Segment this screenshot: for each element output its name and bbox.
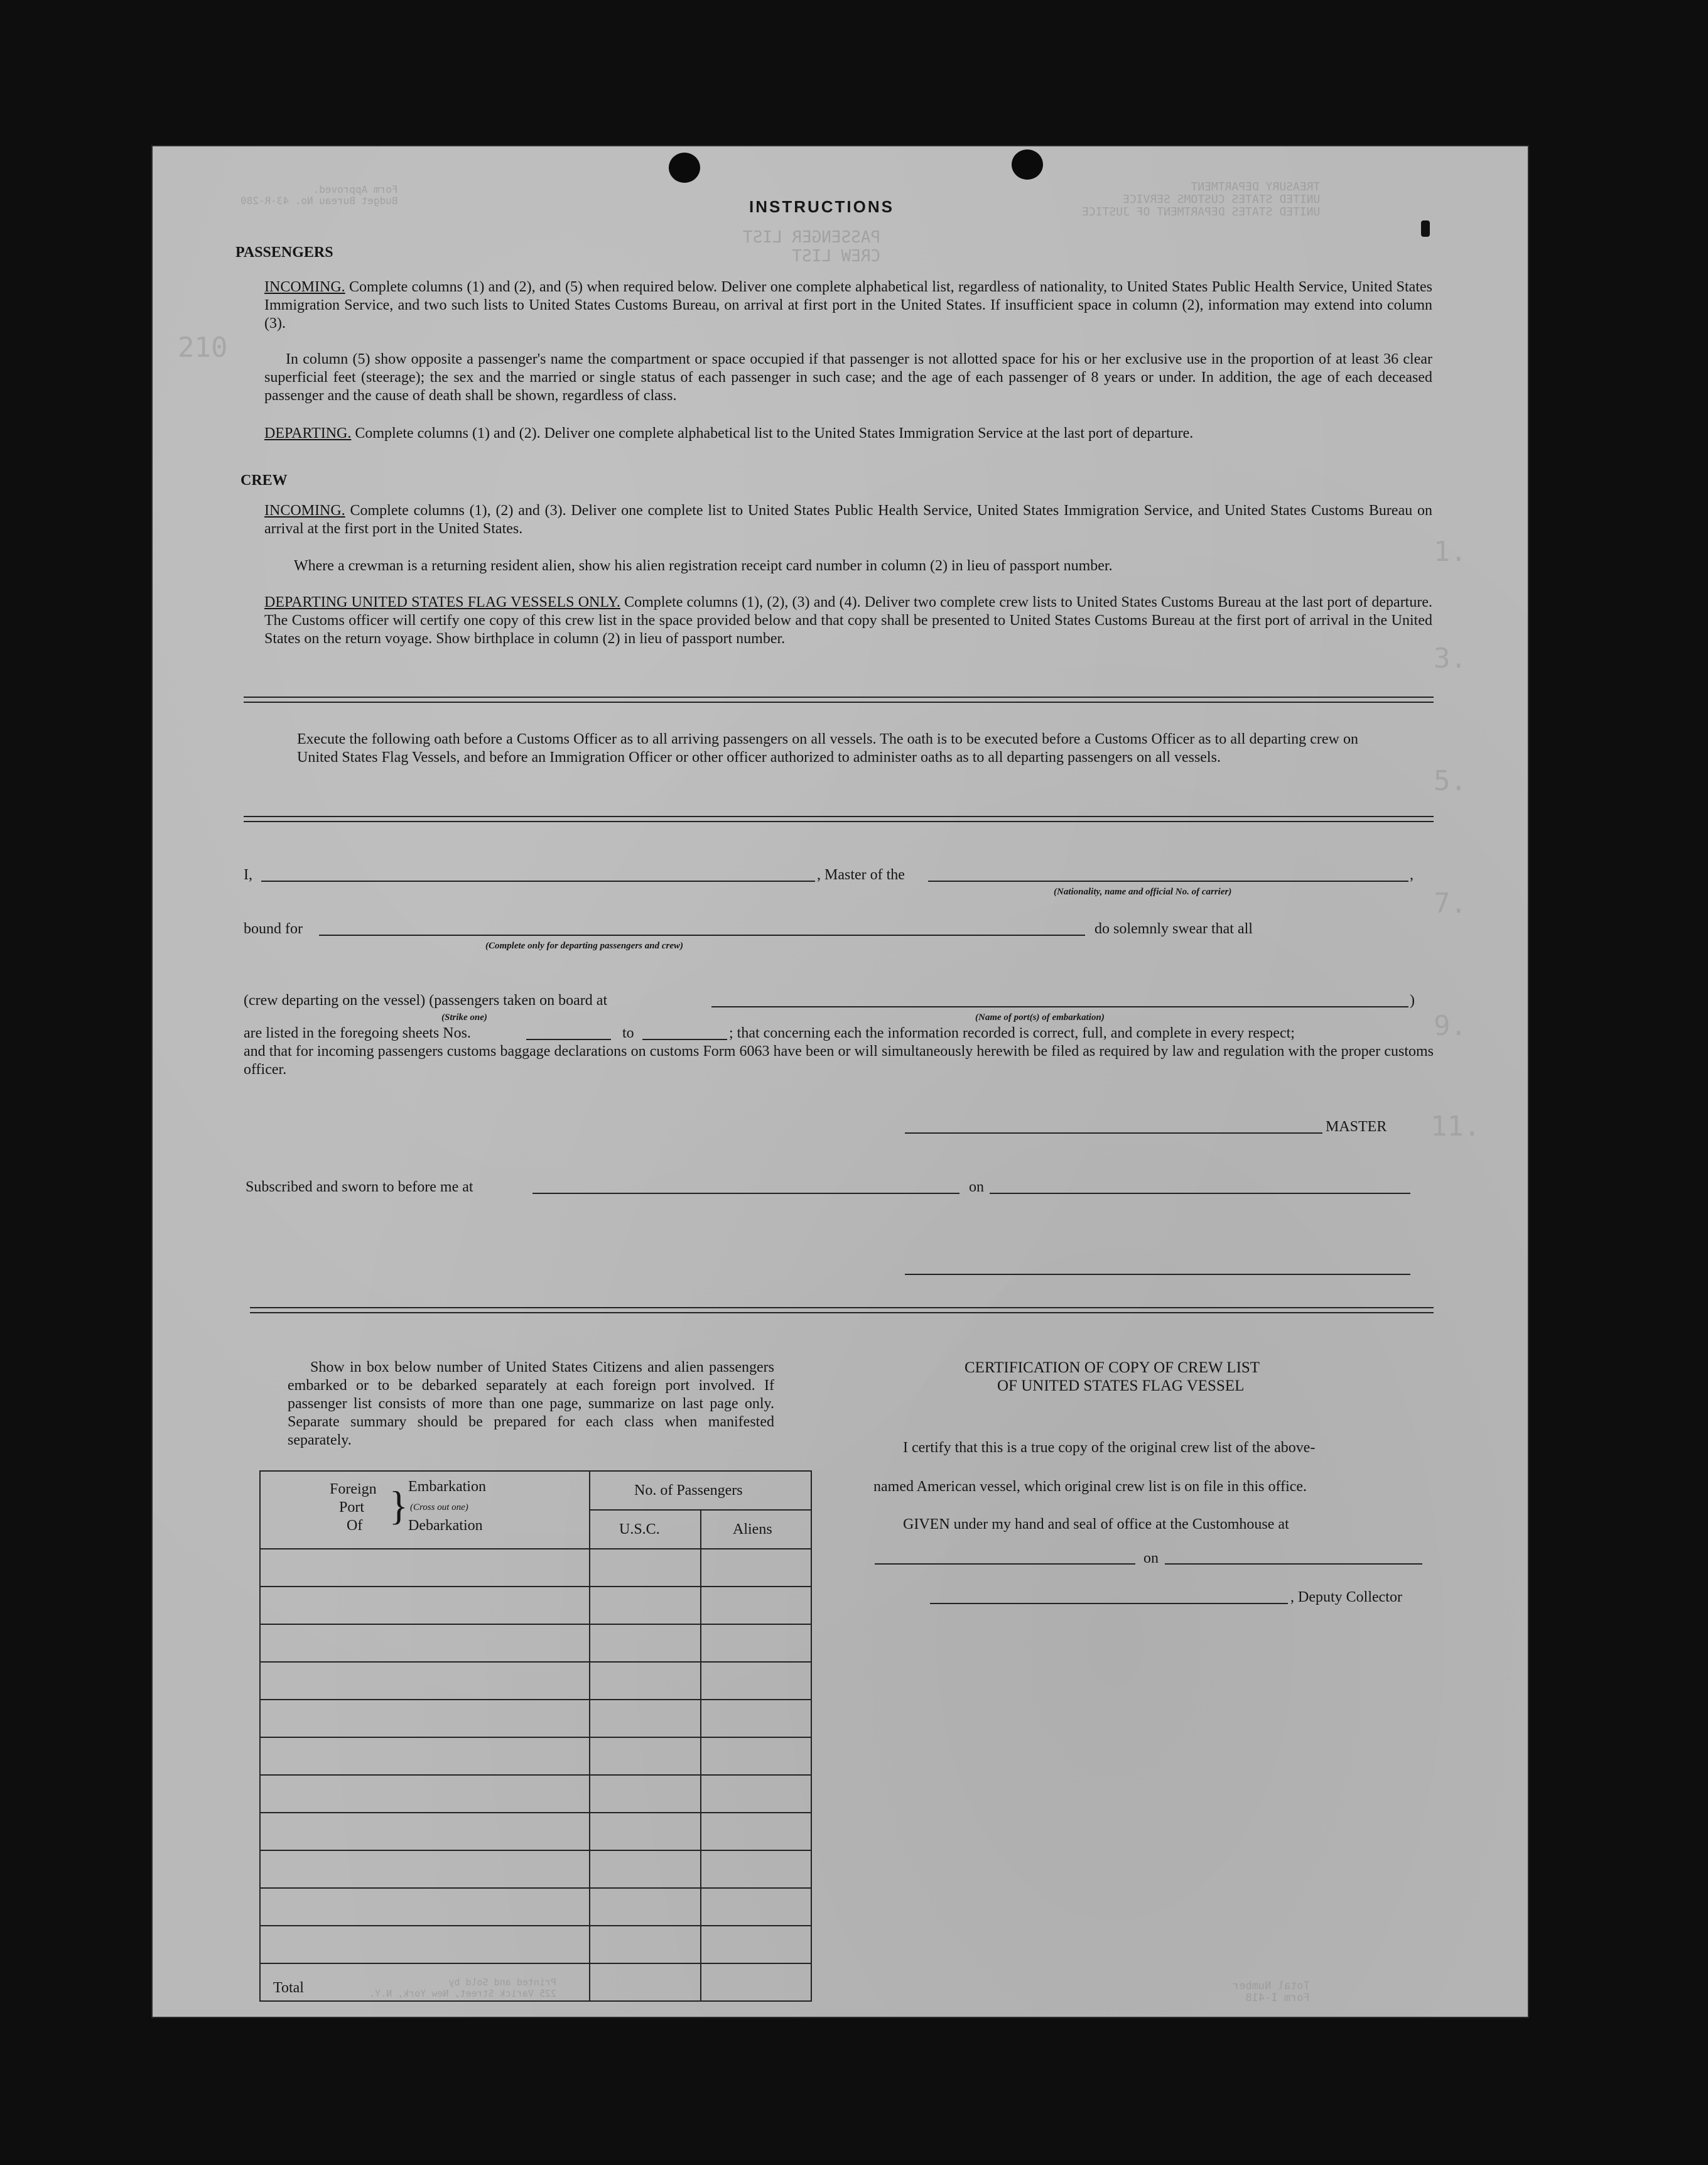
page-title: INSTRUCTIONS [749,197,894,216]
summary-row [260,1549,811,1587]
aliens-cell[interactable] [701,1549,811,1587]
aliens-cell[interactable] [701,1813,811,1850]
total-usc-cell[interactable] [590,1963,701,2001]
port-cell[interactable] [260,1587,590,1624]
bleed-through-row-1: 1. [1434,536,1467,568]
usc-label: U.S.C. [619,1521,660,1538]
oath-i-label: I, [244,867,252,883]
master-label: MASTER [1326,1119,1387,1135]
bleed-through-total: Total Number Form I-418 [1233,1980,1310,2004]
summary-row [260,1737,811,1775]
passengers-column5-paragraph: In column (5) show opposite a passenger's name the compartment or space occupied if that passenger is not allotted space for his or her exclusive use in the proportion of at least 36 clear superficial feet (steerage); the sex and the married or single status of each passenger in such case; and the age of each passenger of 8 years or under. In addition, the age of each deceased passenger and the cause of death shall be shown, regardless of class. [264,351,1432,404]
certification-title-2: OF UNITED STATES FLAG VESSEL [997,1377,1245,1394]
usc-cell[interactable] [590,1775,701,1813]
oath-baggage-paragraph: and that for incoming passengers customs baggage declarations on customs Form 6063 have been or will simultaneously herewith be filed as required by law and regulation with the proper customs officer. [244,1043,1434,1078]
passengers-heading: PASSENGERS [235,244,333,261]
passengers-departing-text: Complete columns (1) and (2). Deliver one complete alphabetical list to the United States Immigration Service at the last port of departure. [355,425,1194,442]
aliens-subheader [701,1511,811,1548]
passengers-incoming-text: Complete columns (1) and (2), and (5) when required below. Deliver one complete alphabetical list, regardless of nationality, to United States Public Health Service, United States Immigration Service, and two such lists to United States Customs Bureau, on arrival at first port in the United States. If insufficient space in column (2), information may extend into column (3). [264,279,1432,332]
bleed-through-header: TREASURY DEPARTMENT UNITED STATES CUSTOMS SERVICE UNITED STATES DEPARTMENT OF JUSTICE [1082,180,1321,219]
crew-flag-paragraph [264,594,1432,648]
oath-close-paren: ) [1410,992,1415,1009]
oath-bound-for: bound for [244,921,303,937]
separator-double-2 [244,816,1434,822]
punch-hole-left [669,153,700,183]
crew-incoming-paragraph [264,502,1432,538]
certification-line-2: named American vessel, which original crew list is on file in this office. [873,1479,1307,1495]
crew-incoming-label: INCOMING. [264,502,345,519]
total-aliens-cell[interactable] [701,1963,811,2001]
passengers-subheader [590,1511,811,1548]
brace: } [389,1484,408,1529]
crew-incoming-text: Complete columns (1), (2) and (3). Deliver one complete list to United States Public Health Service, United States Immigration Service, and United States Customs Bureau on arrival at the first port in the United States. [264,502,1433,537]
separator-double-1 [244,697,1434,703]
port-cell[interactable] [260,1737,590,1775]
passengers-departing-label: DEPARTING. [264,425,352,442]
aliens-cell[interactable] [701,1624,811,1662]
usc-cell[interactable] [590,1587,701,1624]
oath-to: to [622,1025,634,1041]
usc-cell[interactable] [590,1662,701,1700]
crew-heading: CREW [241,472,288,489]
ink-mark [1421,220,1430,237]
summary-row [260,1926,811,1963]
port-cell[interactable] [260,1549,590,1587]
crew-flag-label: DEPARTING UNITED STATES FLAG VESSELS ONLY. [264,594,620,610]
bleed-through-row-11: 11. [1430,1110,1481,1142]
nationality-caption: (Nationality, name and official No. of carrier) [1054,887,1232,897]
customhouse-field[interactable] [875,1563,1135,1565]
aliens-cell[interactable] [701,1737,811,1775]
ports-caption: (Name of port(s) of embarkation) [975,1012,1105,1023]
port-cell[interactable] [260,1926,590,1963]
usc-cell[interactable] [590,1737,701,1775]
officer-signature-field[interactable] [905,1274,1410,1275]
summary-row [260,1662,811,1700]
summary-row [260,1700,811,1737]
passengers-header-top [590,1472,811,1511]
port-cell[interactable] [260,1813,590,1850]
usc-cell[interactable] [590,1813,701,1850]
crew-flag-text: Complete columns (1), (2), (3) and (4). Deliver two complete crew lists to United States Customs Bureau at the last port of departure. The Customs officer will certify one copy of this crew list in the space provided below and that copy shall be presented to United States Customs Bureau at the first port of arrival in the United States on the return voyage. Show birthplace in column (2) in lieu of passport number. [264,594,1432,647]
certification-on: on [1143,1550,1159,1566]
passengers-incoming-paragraph [264,278,1432,333]
summary-header-row [260,1471,811,1549]
port-cell[interactable] [260,1624,590,1662]
deputy-collector-label: , Deputy Collector [1290,1589,1402,1605]
embarkation-label: Embarkation [408,1479,486,1495]
summary-row [260,1850,811,1888]
sworn-date-field[interactable] [990,1193,1410,1194]
oath-on: on [969,1179,984,1195]
summary-row [260,1813,811,1850]
passengers-incoming-label: INCOMING. [264,279,345,295]
aliens-cell[interactable] [701,1926,811,1963]
form-sheet [153,146,1528,2017]
port-cell[interactable] [260,1888,590,1926]
port-cell[interactable] [260,1775,590,1813]
usc-cell[interactable] [590,1624,701,1662]
bleed-through-row-5: 5. [1434,765,1467,797]
aliens-cell[interactable] [701,1662,811,1700]
crew-resident-paragraph: Where a crewman is a returning resident alien, show his alien registration receipt card number in column (2) in lieu of passport number. [294,558,1113,574]
aliens-cell[interactable] [701,1850,811,1888]
certification-line-1: I certify that this is a true copy of the original crew list of the above- [903,1440,1316,1456]
oath-master-of: , Master of the [817,867,905,883]
oath-intro-paragraph: Execute the following oath before a Customs Officer as to all arriving passengers on all vessels. The oath is to be executed before a Customs Officer as to all departing crew on United States Flag Vessels, and before an Immigration Officer or other officer authorized to administer oaths as to all departing passengers on all vessels. [297,731,1358,766]
oath-crew-passengers: (crew departing on the vessel) (passengers taken on board at [244,992,608,1009]
aliens-cell[interactable] [701,1888,811,1926]
usc-cell[interactable] [590,1549,701,1587]
foreign-label: Foreign [330,1481,377,1497]
bleed-through-list-title: PASSENGER LIST CREW LIST [743,228,881,266]
passengers-departing-paragraph [264,425,1432,443]
carrier-field[interactable] [928,881,1408,882]
port-cell[interactable] [260,1700,590,1737]
complete-only-caption: (Complete only for departing passengers and crew) [485,941,683,951]
bleed-through-row-9: 9. [1434,1010,1467,1042]
strike-one-caption: (Strike one) [441,1012,487,1023]
port-header-cell [260,1471,590,1549]
bleed-through-row-7: 7. [1434,887,1467,920]
port-cell[interactable] [260,1850,590,1888]
sworn-location-field[interactable] [532,1193,959,1194]
bleed-through-number: 210 [178,332,228,364]
summary-row [260,1888,811,1926]
sheet-from-field[interactable] [526,1039,611,1040]
aliens-cell[interactable] [701,1775,811,1813]
oath-comma: , [1410,867,1413,883]
separator-double-3 [250,1307,1434,1313]
certification-line-3: GIVEN under my hand and seal of office at the Customhouse at [903,1516,1289,1533]
passenger-summary-table [259,1470,812,2002]
punch-hole-right [1012,149,1043,180]
debarkation-label: Debarkation [408,1517,483,1534]
sheet-to-field[interactable] [642,1039,727,1040]
certification-date-field[interactable] [1165,1563,1422,1565]
bleed-through-approval: Form Approved. Budget Bureau No. 43-R-280 [241,183,398,207]
total-label: Total [273,1980,304,1996]
deputy-collector-signature-field[interactable] [930,1603,1288,1604]
usc-cell[interactable] [590,1888,701,1926]
summary-instructions: Show in box below number of United States Citizens and alien passengers embarked or to be debarked separately at each foreign port involved. If passenger list consists of more than one page, summarize on last page only. Separate summary should be prepared for each class when manifested separately. [288,1359,774,1448]
usc-cell[interactable] [590,1926,701,1963]
master-signature-field[interactable] [905,1132,1322,1134]
summary-row [260,1587,811,1624]
usc-cell[interactable] [590,1850,701,1888]
embarkation-ports-field[interactable] [711,1006,1408,1007]
certification-title-1: CERTIFICATION OF COPY OF CREW LIST [965,1359,1260,1376]
oath-listed-in: are listed in the foregoing sheets Nos. [244,1025,471,1041]
port-cell[interactable] [260,1662,590,1700]
port-label: Port [339,1499,365,1516]
aliens-cell[interactable] [701,1587,811,1624]
oath-subscribed: Subscribed and sworn to before me at [246,1179,473,1195]
bleed-through-printer: Printed and Sold by 225 Varick Street, New York, N.Y. [369,1977,557,1999]
summary-row [260,1624,811,1662]
oath-listed-rest: ; that concerning each the information recorded is correct, full, and complete in every respect; [729,1025,1295,1041]
summary-row [260,1775,811,1813]
master-name-field[interactable] [261,881,815,882]
usc-subheader [590,1511,701,1548]
destination-field[interactable] [319,935,1085,936]
bleed-through-row-3: 3. [1434,643,1467,675]
aliens-label: Aliens [733,1521,772,1538]
no-passengers-label: No. of Passengers [634,1482,743,1499]
passengers-header-cell [590,1471,811,1549]
aliens-cell[interactable] [701,1700,811,1737]
of-label: Of [347,1517,363,1534]
oath-swear: do solemnly swear that all [1095,921,1253,937]
usc-cell[interactable] [590,1700,701,1737]
cross-out-caption: (Cross out one) [410,1502,468,1512]
